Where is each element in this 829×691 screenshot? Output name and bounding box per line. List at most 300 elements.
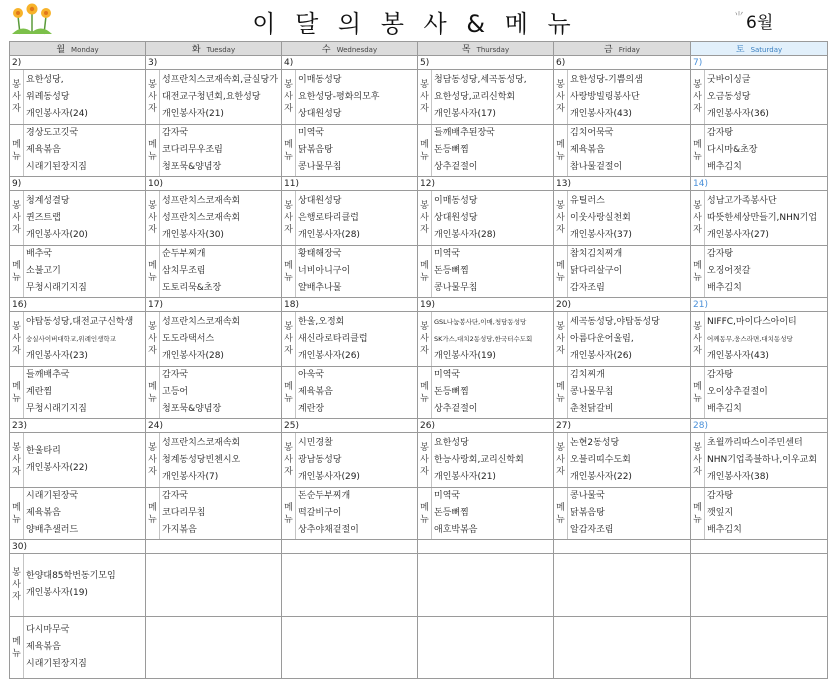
menu-dish: 돈등뼈찜 xyxy=(434,266,469,276)
weekday-korean: 금 xyxy=(604,45,613,55)
volunteer-label-char: 사 xyxy=(284,213,293,223)
menu-dish: 닭볶음탕 xyxy=(298,145,333,155)
weekday-korean: 수 xyxy=(321,45,331,55)
date-row xyxy=(10,540,828,554)
date-cell xyxy=(554,540,691,554)
menu-dish: 도토리묵&초장 xyxy=(162,283,222,293)
volunteer-group: 개인봉사자(28) xyxy=(298,229,360,240)
volunteer-group: NHN기업족블하나,이우교회 xyxy=(707,454,818,465)
volunteer-cell xyxy=(282,433,418,488)
volunteer-label-char: 자 xyxy=(556,225,565,235)
volunteer-group: 퀸즈트랩 xyxy=(26,212,61,223)
menu-block xyxy=(691,125,827,176)
volunteer-block xyxy=(10,433,145,487)
menu-label xyxy=(146,125,160,176)
menu-label-char: 뉴 xyxy=(284,514,293,525)
volunteer-group: 개인봉사자(36) xyxy=(707,108,769,119)
menu-list xyxy=(296,367,417,418)
menu-block xyxy=(691,488,827,539)
date-cell: 24) xyxy=(146,419,282,433)
menu-dish: 시래기된장지짐 xyxy=(26,162,87,172)
menu-dish: 감자탕 xyxy=(707,249,734,259)
volunteer-block xyxy=(146,70,281,124)
volunteer-list xyxy=(432,70,553,124)
menu-list xyxy=(705,125,827,176)
menu-list xyxy=(24,367,145,418)
volunteer-group: 개인봉사자(28) xyxy=(162,350,224,361)
menu-dish: 참치김치찌개 xyxy=(570,249,623,259)
volunteer-cell xyxy=(146,433,282,488)
volunteer-list xyxy=(568,191,690,245)
menu-label-char: 뉴 xyxy=(148,514,157,525)
volunteer-list xyxy=(705,312,827,366)
menu-block xyxy=(10,367,145,418)
menu-list xyxy=(160,246,281,297)
volunteer-list xyxy=(160,70,281,124)
menu-dish: 깻잎지 xyxy=(707,508,734,518)
volunteer-group: 개인봉사자(7) xyxy=(162,471,219,482)
volunteer-label-char: 봉 xyxy=(693,443,702,453)
volunteer-row xyxy=(10,312,828,367)
menu-label-char: 뉴 xyxy=(556,393,565,404)
volunteer-label-char: 봉 xyxy=(556,80,565,90)
volunteer-block xyxy=(10,191,145,245)
menu-label-char: 뉴 xyxy=(148,393,157,404)
date-cell: 5) xyxy=(418,56,554,70)
menu-dish: 무청시래기지짐 xyxy=(26,404,87,414)
menu-cell xyxy=(418,125,554,177)
menu-label-char: 뉴 xyxy=(12,648,21,659)
date-cell: 7) xyxy=(691,56,828,70)
volunteer-group: 개인봉사자(30) xyxy=(162,229,224,240)
menu-label-char: 뉴 xyxy=(284,393,293,404)
volunteer-row xyxy=(10,433,828,488)
menu-dish: 들깨배추국 xyxy=(26,370,70,380)
weekday-header xyxy=(554,42,691,56)
menu-cell xyxy=(554,367,691,419)
volunteer-group: 개인봉사자(22) xyxy=(570,471,632,482)
volunteer-list xyxy=(568,70,690,124)
weekday-english: Saturday xyxy=(750,46,783,54)
volunteer-label xyxy=(146,70,160,124)
volunteer-block xyxy=(10,70,145,124)
menu-dish: 청포묵&양념장 xyxy=(162,162,222,172)
volunteer-list xyxy=(432,433,553,487)
volunteer-label-char: 자 xyxy=(12,467,21,477)
menu-label-char: 뉴 xyxy=(420,151,429,162)
menu-label-char: 메 xyxy=(12,636,21,647)
volunteer-group: 따뜻한세상만들기,NHN기업 xyxy=(707,212,818,223)
volunteer-label-char: 사 xyxy=(693,455,702,465)
menu-dish: 김치어묵국 xyxy=(570,128,614,138)
volunteer-label-char: 사 xyxy=(420,455,429,465)
menu-label xyxy=(691,125,705,176)
menu-block xyxy=(10,488,145,539)
weekday-header xyxy=(10,42,146,56)
date-cell: 6) xyxy=(554,56,691,70)
volunteer-cell xyxy=(554,70,691,125)
volunteer-block xyxy=(282,433,417,487)
volunteer-label-char: 자 xyxy=(693,346,702,356)
menu-dish: 애호박볶음 xyxy=(434,525,478,535)
menu-cell xyxy=(282,617,418,679)
menu-block xyxy=(282,488,417,539)
volunteer-group: 한울,오정회 xyxy=(298,316,345,327)
volunteer-group: 개인봉사자(38) xyxy=(707,471,769,482)
volunteer-label-char: 자 xyxy=(148,225,157,235)
menu-label-char: 뉴 xyxy=(693,393,702,404)
volunteer-label xyxy=(418,312,432,366)
menu-block xyxy=(691,246,827,297)
volunteer-label-char: 자 xyxy=(420,225,429,235)
weekday-korean: 토 xyxy=(735,45,745,55)
volunteer-label-char: 자 xyxy=(693,104,702,114)
menu-label-char: 메 xyxy=(12,381,21,392)
volunteer-label-char: 자 xyxy=(148,467,157,477)
weekday-header-row xyxy=(10,42,828,56)
volunteer-list xyxy=(160,191,281,245)
volunteer-label-char: 자 xyxy=(12,225,21,235)
menu-list xyxy=(24,246,145,297)
volunteer-block xyxy=(418,191,553,245)
menu-label-char: 메 xyxy=(148,139,157,150)
menu-block xyxy=(10,246,145,297)
volunteer-cell xyxy=(282,70,418,125)
volunteer-label xyxy=(554,191,568,245)
volunteer-label-char: 자 xyxy=(420,104,429,114)
volunteer-row xyxy=(10,70,828,125)
menu-label xyxy=(10,488,24,539)
volunteer-label xyxy=(691,191,705,245)
volunteer-group: 개인봉사자(17) xyxy=(434,108,496,119)
volunteer-group: 상대원성당 xyxy=(298,108,342,119)
menu-dish: 시래기된장지짐 xyxy=(26,659,87,669)
date-cell: 2) xyxy=(10,56,146,70)
volunteer-label-char: 자 xyxy=(148,346,157,356)
volunteer-group: 요한성당, xyxy=(26,74,64,85)
menu-dish: 닭다리살구이 xyxy=(570,266,623,276)
volunteer-label-char: 사 xyxy=(420,213,429,223)
menu-label-char: 메 xyxy=(12,260,21,271)
volunteer-label-char: 봉 xyxy=(12,322,21,332)
volunteer-label-char: 자 xyxy=(12,346,21,356)
volunteer-group: 개인봉사자(23) xyxy=(26,350,88,361)
volunteer-cell xyxy=(554,191,691,246)
menu-dish: 배추김치 xyxy=(707,283,742,293)
volunteer-group: 개인봉사자(28) xyxy=(434,229,496,240)
volunteer-label-char: 자 xyxy=(284,104,293,114)
menu-label xyxy=(10,125,24,176)
menu-dish: 순두부찌개 xyxy=(162,249,206,259)
menu-list xyxy=(296,125,417,176)
menu-block xyxy=(554,367,690,418)
weekday-korean: 화 xyxy=(191,45,201,55)
volunteer-group: SK가스,대치2동성당,한국터수도회 xyxy=(434,334,533,343)
menu-dish: 감자국 xyxy=(162,370,189,380)
menu-label-char: 뉴 xyxy=(12,514,21,525)
volunteer-group: 숭실사이버대학교,위례인생학교 xyxy=(26,334,116,343)
weekday-english: Monday xyxy=(71,46,99,54)
volunteer-group: 오블리띠수도회 xyxy=(570,454,631,465)
date-cell: 3) xyxy=(146,56,282,70)
volunteer-group: 논현2동성당 xyxy=(570,437,620,448)
date-cell: 19) xyxy=(418,298,554,312)
menu-dish: 춘천닭갈비 xyxy=(570,404,614,414)
menu-cell xyxy=(418,617,554,679)
volunteer-group: 개인봉사자(24) xyxy=(26,108,88,119)
menu-label-char: 메 xyxy=(556,260,565,271)
date-cell: 18) xyxy=(282,298,418,312)
menu-cell xyxy=(691,246,828,298)
date-cell: 21) xyxy=(691,298,828,312)
menu-dish: 상추겉절이 xyxy=(434,162,478,172)
volunteer-label-char: 자 xyxy=(284,467,293,477)
volunteer-block xyxy=(691,312,827,366)
menu-label xyxy=(554,125,568,176)
menu-dish: 청포묵&양념장 xyxy=(162,404,222,414)
volunteer-group: 개인봉사자(29) xyxy=(298,471,360,482)
menu-dish: 제육볶음 xyxy=(26,508,61,518)
menu-label-char: 뉴 xyxy=(693,151,702,162)
volunteer-group: 요한성당-평화의모후 xyxy=(298,91,380,102)
menu-dish: 콩나물무침 xyxy=(434,283,478,293)
page-title: 이 달 의 봉 사 & 메 뉴 xyxy=(252,10,577,38)
menu-dish: 닭볶음탕 xyxy=(570,508,605,518)
menu-list xyxy=(568,367,690,418)
menu-cell xyxy=(418,367,554,419)
menu-label xyxy=(418,367,432,418)
menu-cell xyxy=(691,617,828,679)
volunteer-label-char: 봉 xyxy=(556,201,565,211)
volunteer-label-char: 사 xyxy=(693,334,702,344)
volunteer-cell xyxy=(691,191,828,246)
menu-label-char: 뉴 xyxy=(556,514,565,525)
month-text: 6월 xyxy=(746,13,774,33)
menu-dish: 콩나물무침 xyxy=(298,162,342,172)
volunteer-list xyxy=(296,191,417,245)
menu-label-char: 메 xyxy=(556,139,565,150)
menu-cell xyxy=(146,617,282,679)
volunteer-label-char: 봉 xyxy=(693,80,702,90)
menu-dish: 너비아니구이 xyxy=(298,266,351,276)
menu-dish: 아욱국 xyxy=(298,370,325,380)
volunteer-label-char: 봉 xyxy=(12,201,21,211)
date-cell xyxy=(418,540,554,554)
volunteer-label xyxy=(418,433,432,487)
menu-label xyxy=(691,367,705,418)
date-cell: 4) xyxy=(282,56,418,70)
weekday-header xyxy=(282,42,418,56)
date-cell: 23) xyxy=(10,419,146,433)
menu-dish: 코다리무침 xyxy=(162,508,206,518)
volunteer-row xyxy=(10,191,828,246)
date-cell: 14) xyxy=(691,177,828,191)
volunteer-group: 상대원성당 xyxy=(434,212,478,223)
menu-dish: 콩나물무침 xyxy=(570,387,614,397)
menu-list xyxy=(24,488,145,539)
menu-label xyxy=(10,367,24,418)
weekday-english: Friday xyxy=(618,46,640,54)
volunteer-label-char: 봉 xyxy=(12,80,21,90)
date-cell: 17) xyxy=(146,298,282,312)
menu-label xyxy=(418,246,432,297)
volunteer-label-char: 봉 xyxy=(148,80,157,90)
volunteer-label-char: 사 xyxy=(12,455,21,465)
date-cell: 26) xyxy=(418,419,554,433)
volunteer-label-char: 봉 xyxy=(693,322,702,332)
volunteer-block xyxy=(691,433,827,487)
volunteer-cell xyxy=(10,70,146,125)
volunteer-list xyxy=(705,191,827,245)
menu-dish: 고등어 xyxy=(162,387,189,397)
volunteer-block xyxy=(418,70,553,124)
volunteer-group: 위례동성당 xyxy=(26,91,70,102)
menu-label-char: 메 xyxy=(556,381,565,392)
menu-cell xyxy=(282,246,418,298)
menu-cell xyxy=(10,125,146,177)
volunteer-label xyxy=(691,312,705,366)
menu-label xyxy=(146,367,160,418)
volunteer-label xyxy=(146,191,160,245)
volunteer-label-char: 자 xyxy=(284,346,293,356)
menu-row xyxy=(10,617,828,679)
weekday-korean: 목 xyxy=(461,45,471,55)
volunteer-label-char: 봉 xyxy=(284,201,293,211)
volunteer-group: NIFFC,마이다스아이티 xyxy=(707,316,797,327)
volunteer-group: 청담동성당,세곡동성당, xyxy=(434,74,527,85)
date-cell: 20) xyxy=(554,298,691,312)
menu-dish: 제육볶음 xyxy=(26,642,61,652)
volunteer-block xyxy=(554,312,690,366)
volunteer-list xyxy=(432,191,553,245)
volunteer-row xyxy=(10,554,828,617)
volunteer-group: 세곡동성당,야탑동성당 xyxy=(570,316,660,327)
volunteer-label-char: 사 xyxy=(284,334,293,344)
menu-label-char: 메 xyxy=(284,139,293,150)
volunteer-label xyxy=(10,433,24,487)
menu-list xyxy=(24,617,145,678)
volunteer-block xyxy=(554,70,690,124)
volunteer-label xyxy=(10,312,24,366)
menu-list xyxy=(432,488,553,539)
menu-cell xyxy=(418,488,554,540)
menu-dish: 경상도고깃국 xyxy=(26,128,79,138)
menu-label xyxy=(146,246,160,297)
volunteer-group: 개인봉사자(21) xyxy=(162,108,224,119)
menu-list xyxy=(705,488,827,539)
menu-block xyxy=(146,246,281,297)
volunteer-group: 성프란치스코재속회,글실당가 xyxy=(162,74,278,85)
volunteer-label xyxy=(146,312,160,366)
volunteer-label-char: 자 xyxy=(12,104,21,114)
date-cell: 28) xyxy=(691,419,828,433)
volunteer-label-char: 자 xyxy=(284,225,293,235)
date-row xyxy=(10,298,828,312)
menu-cell xyxy=(418,246,554,298)
volunteer-cell xyxy=(691,70,828,125)
volunteer-block xyxy=(554,433,690,487)
volunteer-label-char: 자 xyxy=(420,467,429,477)
menu-label xyxy=(418,488,432,539)
volunteer-group: 개인봉사자(43) xyxy=(570,108,632,119)
menu-label-char: 뉴 xyxy=(693,514,702,525)
volunteer-label-char: 사 xyxy=(148,334,157,344)
volunteer-label-char: 봉 xyxy=(148,201,157,211)
menu-label xyxy=(282,367,296,418)
volunteer-group: 새신라로타리클럽 xyxy=(298,333,368,344)
menu-dish: 감자탕 xyxy=(707,491,734,501)
date-row xyxy=(10,419,828,433)
menu-list xyxy=(296,488,417,539)
volunteer-label xyxy=(691,70,705,124)
volunteer-cell xyxy=(10,554,146,617)
menu-dish: 감자탕 xyxy=(707,128,734,138)
volunteer-group: 이매동성당 xyxy=(298,74,342,85)
volunteer-cell xyxy=(146,191,282,246)
menu-label-char: 뉴 xyxy=(12,393,21,404)
menu-dish: 배추김치 xyxy=(707,525,742,535)
menu-dish: 다시마무국 xyxy=(26,625,70,635)
volunteer-label-char: 봉 xyxy=(556,443,565,453)
volunteer-group: 개인봉사자(27) xyxy=(707,229,769,240)
volunteer-group: 시민경찰 xyxy=(298,437,333,448)
menu-label xyxy=(691,488,705,539)
menu-dish: 양배추샐러드 xyxy=(26,525,79,535)
menu-dish: 계란장 xyxy=(298,404,325,414)
menu-dish: 알감자조림 xyxy=(570,525,614,535)
menu-label-char: 메 xyxy=(420,260,429,271)
volunteer-label-char: 사 xyxy=(284,455,293,465)
volunteer-list xyxy=(160,312,281,366)
volunteer-block xyxy=(282,312,417,366)
volunteer-label-char: 사 xyxy=(284,92,293,102)
volunteer-label-char: 자 xyxy=(693,467,702,477)
menu-block xyxy=(418,125,553,176)
menu-dish: 다시마&초장 xyxy=(707,145,758,155)
menu-list xyxy=(160,367,281,418)
menu-label xyxy=(554,367,568,418)
volunteer-group: 오금동성당 xyxy=(707,91,751,102)
menu-block xyxy=(146,125,281,176)
volunteer-label-char: 자 xyxy=(420,346,429,356)
volunteer-label-char: 자 xyxy=(12,592,21,602)
volunteer-cell xyxy=(418,433,554,488)
menu-list xyxy=(705,367,827,418)
menu-block xyxy=(691,367,827,418)
volunteer-label xyxy=(10,191,24,245)
menu-dish: 제육볶음 xyxy=(26,145,61,155)
volunteer-group: 유틸러스 xyxy=(570,195,605,206)
menu-block xyxy=(554,246,690,297)
date-cell: 10) xyxy=(146,177,282,191)
menu-dish: 가지볶음 xyxy=(162,525,197,535)
menu-dish: 김치찌개 xyxy=(570,370,605,380)
volunteer-label-char: 자 xyxy=(556,346,565,356)
volunteer-label-char: 봉 xyxy=(420,201,429,211)
menu-list xyxy=(568,125,690,176)
menu-cell xyxy=(691,488,828,540)
menu-block xyxy=(554,125,690,176)
menu-label xyxy=(146,488,160,539)
menu-dish: 미역국 xyxy=(298,128,325,138)
date-cell: 27) xyxy=(554,419,691,433)
volunteer-label-char: 자 xyxy=(556,104,565,114)
volunteer-group: 개인봉사자(19) xyxy=(26,588,88,598)
menu-dish: 오이상추겉절이 xyxy=(707,387,768,397)
volunteer-label xyxy=(554,433,568,487)
menu-dish: 상추겉절이 xyxy=(434,404,478,414)
volunteer-group: 개인봉사자(22) xyxy=(26,463,88,473)
